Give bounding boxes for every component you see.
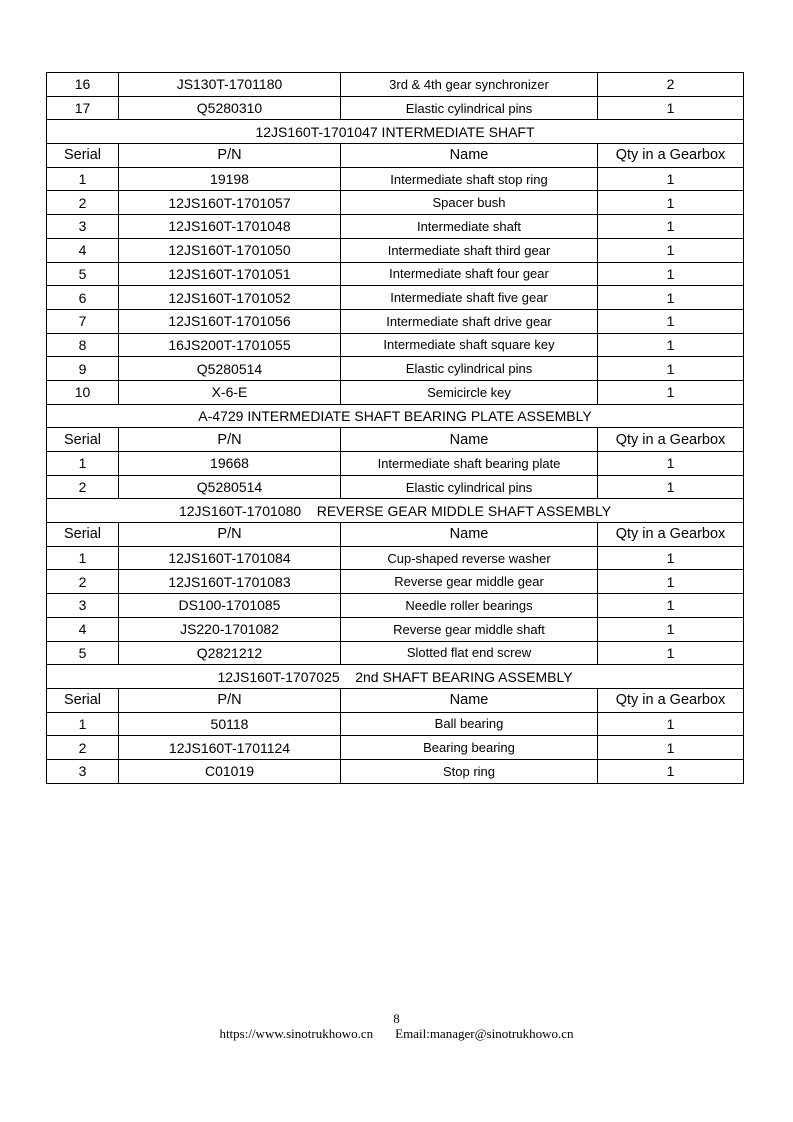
part-number-cell: 12JS160T-1701052 xyxy=(119,286,341,310)
page-number: 8 xyxy=(393,1011,400,1026)
table-row xyxy=(47,594,744,618)
column-header-row xyxy=(47,523,744,547)
section-title: A-4729 INTERMEDIATE SHAFT BEARING PLATE ASSEMBLY xyxy=(47,404,744,428)
serial-cell: 17 xyxy=(47,96,119,120)
quantity-cell: 1 xyxy=(598,736,744,760)
quantity-cell: 1 xyxy=(598,759,744,783)
name-header: Name xyxy=(341,523,598,547)
part-number-cell: Q2821212 xyxy=(119,641,341,665)
serial-cell: 3 xyxy=(47,215,119,239)
serial-cell: 5 xyxy=(47,262,119,286)
section-title-row xyxy=(47,404,744,428)
table-row xyxy=(47,570,744,594)
section-title-row xyxy=(47,665,744,689)
part-name-cell: Intermediate shaft four gear xyxy=(341,262,598,286)
column-header-row xyxy=(47,688,744,712)
part-name-cell: Reverse gear middle gear xyxy=(341,570,598,594)
part-number-cell: X-6-E xyxy=(119,380,341,404)
table-row xyxy=(47,96,744,120)
part-number-header: P/N xyxy=(119,523,341,547)
table-row xyxy=(47,286,744,310)
part-name-cell: Ball bearing xyxy=(341,712,598,736)
part-number-cell: 12JS160T-1701083 xyxy=(119,570,341,594)
quantity-cell: 1 xyxy=(598,333,744,357)
table-row xyxy=(47,759,744,783)
serial-cell: 3 xyxy=(47,759,119,783)
quantity-cell: 1 xyxy=(598,286,744,310)
part-number-cell: JS130T-1701180 xyxy=(119,73,341,97)
part-name-cell: Intermediate shaft bearing plate xyxy=(341,452,598,476)
part-number-cell: Q5280514 xyxy=(119,475,341,499)
section-title-row xyxy=(47,120,744,144)
part-name-cell: Elastic cylindrical pins xyxy=(341,357,598,381)
table-row xyxy=(47,238,744,262)
quantity-cell: 1 xyxy=(598,617,744,641)
part-number-cell: Q5280514 xyxy=(119,357,341,381)
serial-header: Serial xyxy=(47,688,119,712)
serial-cell: 2 xyxy=(47,191,119,215)
part-name-cell: Intermediate shaft drive gear xyxy=(341,309,598,333)
part-name-cell: Intermediate shaft square key xyxy=(341,333,598,357)
part-number-cell: C01019 xyxy=(119,759,341,783)
table-row xyxy=(47,309,744,333)
quantity-cell: 1 xyxy=(598,309,744,333)
part-number-cell: 12JS160T-1701084 xyxy=(119,546,341,570)
part-name-cell: Intermediate shaft stop ring xyxy=(341,167,598,191)
part-name-cell: Slotted flat end screw xyxy=(341,641,598,665)
part-name-cell: Bearing bearing xyxy=(341,736,598,760)
quantity-header: Qty in a Gearbox xyxy=(598,144,744,168)
part-number-cell: DS100-1701085 xyxy=(119,594,341,618)
part-name-cell: Needle roller bearings xyxy=(341,594,598,618)
quantity-header: Qty in a Gearbox xyxy=(598,688,744,712)
section-title: 12JS160T-1701080 REVERSE GEAR MIDDLE SHAFT ASSEMBLY xyxy=(47,499,744,523)
table-row xyxy=(47,380,744,404)
quantity-cell: 1 xyxy=(598,570,744,594)
serial-header: Serial xyxy=(47,144,119,168)
serial-cell: 4 xyxy=(47,617,119,641)
serial-cell: 7 xyxy=(47,309,119,333)
name-header: Name xyxy=(341,144,598,168)
serial-cell: 2 xyxy=(47,736,119,760)
part-name-cell: Semicircle key xyxy=(341,380,598,404)
part-name-cell: Elastic cylindrical pins xyxy=(341,475,598,499)
part-number-header: P/N xyxy=(119,688,341,712)
part-number-cell: JS220-1701082 xyxy=(119,617,341,641)
part-name-cell: Stop ring xyxy=(341,759,598,783)
part-number-cell: 12JS160T-1701124 xyxy=(119,736,341,760)
part-number-cell: 19668 xyxy=(119,452,341,476)
quantity-cell: 2 xyxy=(598,73,744,97)
part-number-cell: 50118 xyxy=(119,712,341,736)
serial-cell: 1 xyxy=(47,452,119,476)
table-row xyxy=(47,617,744,641)
table-row xyxy=(47,736,744,760)
table-row xyxy=(47,452,744,476)
quantity-header: Qty in a Gearbox xyxy=(598,428,744,452)
serial-cell: 6 xyxy=(47,286,119,310)
part-number-cell: 16JS200T-1701055 xyxy=(119,333,341,357)
quantity-cell: 1 xyxy=(598,641,744,665)
table-row xyxy=(47,475,744,499)
quantity-cell: 1 xyxy=(598,167,744,191)
name-header: Name xyxy=(341,688,598,712)
part-name-cell: Spacer bush xyxy=(341,191,598,215)
quantity-cell: 1 xyxy=(598,262,744,286)
name-header: Name xyxy=(341,428,598,452)
part-name-cell: Elastic cylindrical pins xyxy=(341,96,598,120)
serial-cell: 8 xyxy=(47,333,119,357)
quantity-cell: 1 xyxy=(598,191,744,215)
quantity-cell: 1 xyxy=(598,215,744,239)
quantity-cell: 1 xyxy=(598,712,744,736)
serial-cell: 9 xyxy=(47,357,119,381)
table-row xyxy=(47,73,744,97)
part-name-cell: Reverse gear middle shaft xyxy=(341,617,598,641)
quantity-cell: 1 xyxy=(598,96,744,120)
table-row xyxy=(47,215,744,239)
part-number-cell: 12JS160T-1701048 xyxy=(119,215,341,239)
serial-header: Serial xyxy=(47,523,119,547)
part-name-cell: Intermediate shaft xyxy=(341,215,598,239)
part-name-cell: Intermediate shaft third gear xyxy=(341,238,598,262)
quantity-header: Qty in a Gearbox xyxy=(598,523,744,547)
section-title-row xyxy=(47,499,744,523)
part-number-cell: 12JS160T-1701056 xyxy=(119,309,341,333)
part-number-cell: 12JS160T-1701050 xyxy=(119,238,341,262)
serial-cell: 1 xyxy=(47,546,119,570)
column-header-row xyxy=(47,144,744,168)
serial-cell: 3 xyxy=(47,594,119,618)
section-title: 12JS160T-1701047 INTERMEDIATE SHAFT xyxy=(47,120,744,144)
serial-cell: 1 xyxy=(47,167,119,191)
table-row xyxy=(47,641,744,665)
table-row xyxy=(47,262,744,286)
serial-cell: 16 xyxy=(47,73,119,97)
serial-cell: 5 xyxy=(47,641,119,665)
quantity-cell: 1 xyxy=(598,594,744,618)
serial-cell: 1 xyxy=(47,712,119,736)
serial-cell: 4 xyxy=(47,238,119,262)
part-number-cell: Q5280310 xyxy=(119,96,341,120)
table-row xyxy=(47,191,744,215)
part-number-header: P/N xyxy=(119,144,341,168)
part-number-cell: 19198 xyxy=(119,167,341,191)
quantity-cell: 1 xyxy=(598,238,744,262)
parts-table xyxy=(46,72,744,784)
serial-cell: 10 xyxy=(47,380,119,404)
part-name-cell: Intermediate shaft five gear xyxy=(341,286,598,310)
quantity-cell: 1 xyxy=(598,452,744,476)
footer-website-link[interactable]: https://www.sinotrukhowo.cn xyxy=(219,1026,374,1041)
table-row xyxy=(47,167,744,191)
part-name-cell: 3rd & 4th gear synchronizer xyxy=(341,73,598,97)
parts-table-body xyxy=(47,73,744,784)
quantity-cell: 1 xyxy=(598,546,744,570)
column-header-row xyxy=(47,428,744,452)
quantity-cell: 1 xyxy=(598,380,744,404)
page-footer xyxy=(0,1026,793,1042)
part-number-header: P/N xyxy=(119,428,341,452)
table-row xyxy=(47,357,744,381)
serial-cell: 2 xyxy=(47,570,119,594)
footer-email-link[interactable]: Email:manager@sinotrukhowo.cn xyxy=(395,1026,574,1041)
serial-cell: 2 xyxy=(47,475,119,499)
table-row xyxy=(47,333,744,357)
section-title: 12JS160T-1707025 2nd SHAFT BEARING ASSEMBLY xyxy=(47,665,744,689)
quantity-cell: 1 xyxy=(598,357,744,381)
part-number-cell: 12JS160T-1701057 xyxy=(119,191,341,215)
table-row xyxy=(47,546,744,570)
serial-header: Serial xyxy=(47,428,119,452)
table-row xyxy=(47,712,744,736)
quantity-cell: 1 xyxy=(598,475,744,499)
part-number-cell: 12JS160T-1701051 xyxy=(119,262,341,286)
part-name-cell: Cup-shaped reverse washer xyxy=(341,546,598,570)
